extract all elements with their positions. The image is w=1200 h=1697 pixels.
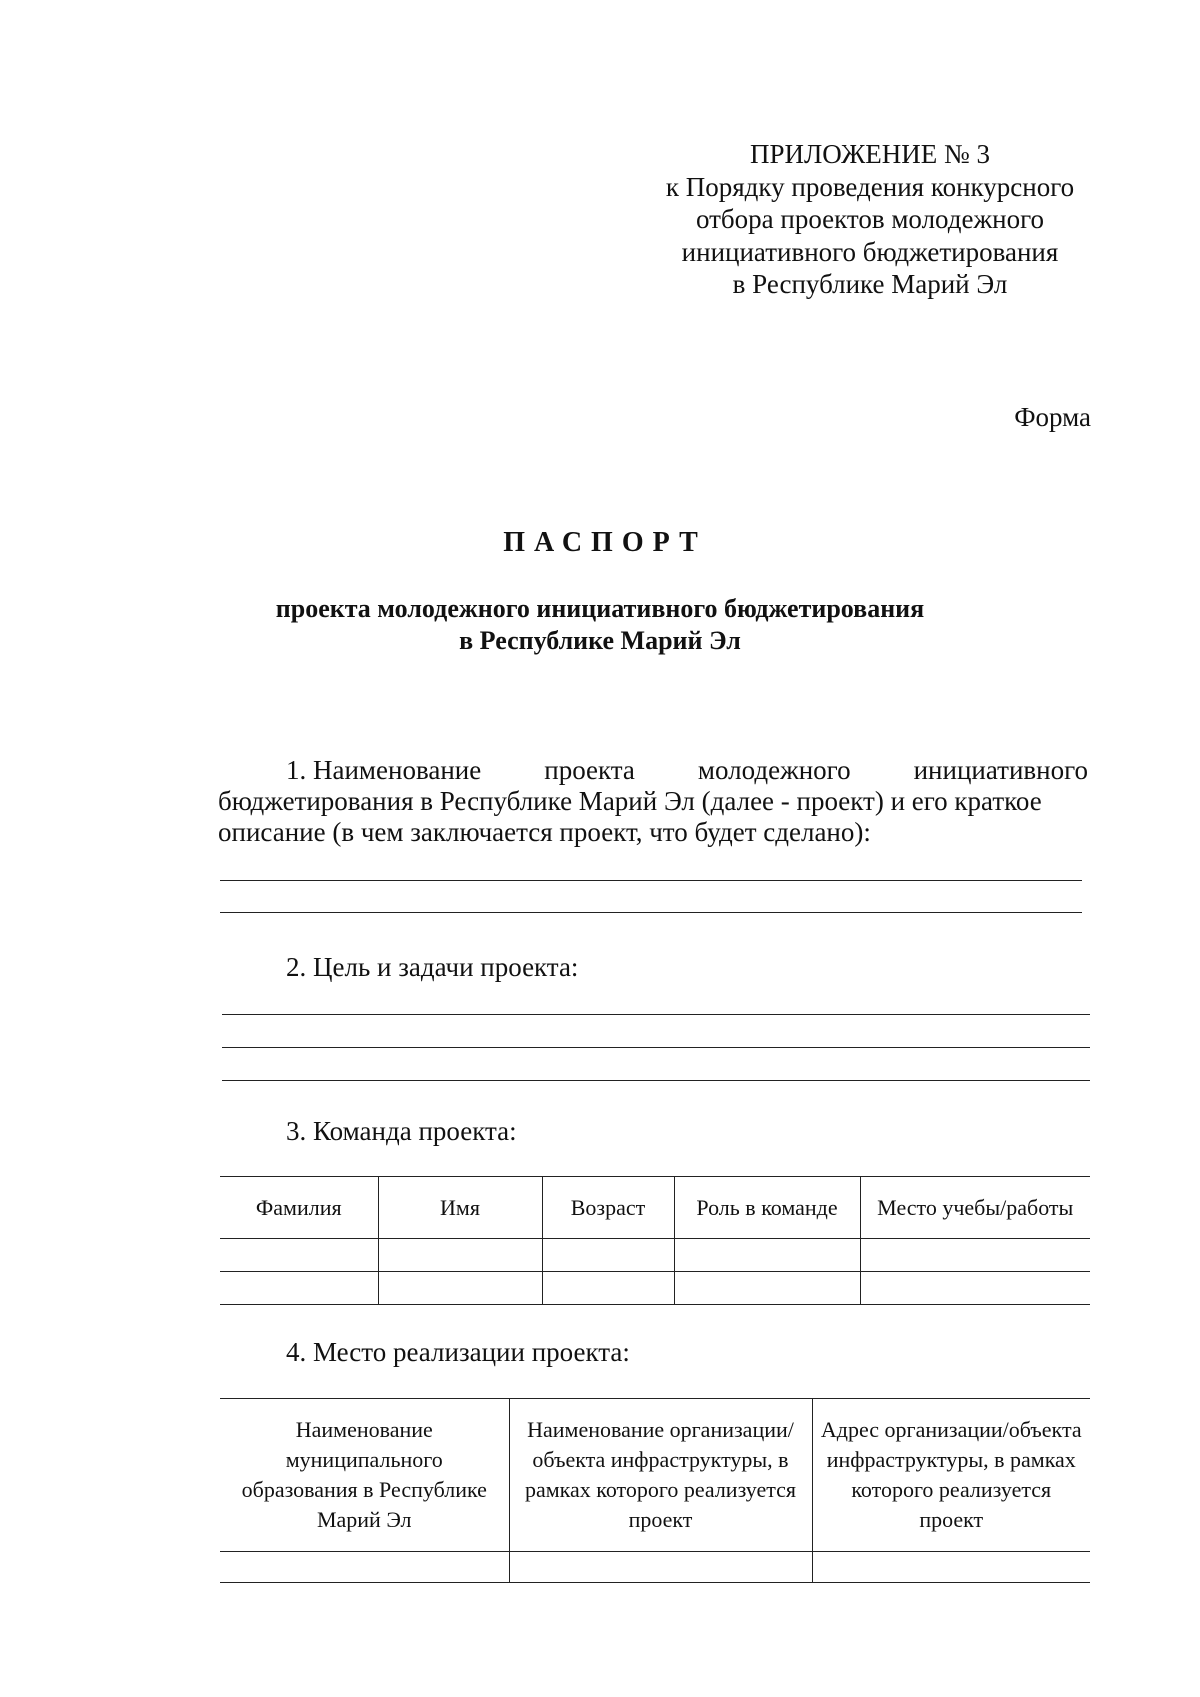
appendix-block (640, 138, 1100, 301)
section-1-first-line (218, 755, 1088, 786)
fill-in-line-2-3[interactable] (222, 1080, 1090, 1081)
fill-in-line-2-1[interactable] (222, 1014, 1090, 1015)
appendix-line: к Порядку проведения конкурсного (665, 171, 1075, 202)
table-cell[interactable] (542, 1239, 674, 1272)
table-row (220, 1272, 1090, 1305)
section-4-heading: 4. Место реализации проекта: (286, 1337, 630, 1367)
word: молодежного (697, 755, 851, 785)
section-1-text (218, 755, 1088, 848)
table-cell[interactable] (860, 1272, 1090, 1305)
appendix-line: отбора проектов молодежного (695, 204, 1045, 234)
word: проекта (544, 755, 635, 785)
form-label: Форма (1014, 402, 1091, 432)
table-cell[interactable] (509, 1552, 812, 1583)
subtitle-line: проекта молодежного инициативного бюджетирования (275, 594, 925, 623)
fill-in-line-2-2[interactable] (222, 1047, 1090, 1048)
appendix-line: инициативного бюджетирования (681, 236, 1059, 267)
section-1-line: бюджетирования в Республике Марий Эл (далее - проект) и его краткое (218, 786, 1042, 816)
page-title: ПАСПОРТ (503, 527, 707, 558)
table-cell[interactable] (674, 1239, 860, 1272)
section-3-heading: 3. Команда проекта: (286, 1116, 517, 1146)
table-cell[interactable] (220, 1239, 378, 1272)
table-row (220, 1239, 1090, 1272)
table-cell[interactable] (220, 1552, 509, 1583)
page-subtitle (0, 593, 1200, 657)
column-header-address: Адрес организации/объекта инфраструктуры, в рамках которого реализуется проект (812, 1399, 1090, 1552)
team-table (220, 1176, 1090, 1305)
section-1-line: описание (в чем заключается проект, что будет сделано): (218, 817, 871, 847)
team-table-header (220, 1177, 1090, 1239)
subtitle-line: в Республике Марий Эл (459, 626, 741, 655)
column-header-role: Роль в команде (674, 1177, 860, 1239)
fill-in-line-1-1[interactable] (220, 880, 1082, 881)
word: 1. Наименование (286, 755, 482, 785)
column-header-municipality: Наименование муниципального образования в Республике Марий Эл (220, 1399, 509, 1552)
section-2-heading: 2. Цель и задачи проекта: (286, 952, 579, 982)
table-cell[interactable] (378, 1272, 542, 1305)
table-cell[interactable] (674, 1272, 860, 1305)
column-header-study-work: Место учебы/работы (860, 1177, 1090, 1239)
column-header-name: Имя (378, 1177, 542, 1239)
column-header-age: Возраст (542, 1177, 674, 1239)
table-cell[interactable] (378, 1239, 542, 1272)
table-cell[interactable] (220, 1272, 378, 1305)
location-table (220, 1398, 1090, 1583)
location-table-header (220, 1399, 1090, 1552)
appendix-number: ПРИЛОЖЕНИЕ № 3 (749, 139, 991, 169)
column-header-surname: Фамилия (220, 1177, 378, 1239)
table-cell[interactable] (542, 1272, 674, 1305)
column-header-organization: Наименование организации/объекта инфраструктуры, в рамках которого реализуется проект (509, 1399, 812, 1552)
word: инициативного (913, 755, 1088, 785)
table-cell[interactable] (860, 1239, 1090, 1272)
table-row (220, 1552, 1090, 1583)
fill-in-line-1-2[interactable] (220, 912, 1082, 913)
appendix-line: в Республике Марий Эл (732, 269, 1008, 299)
table-cell[interactable] (812, 1552, 1090, 1583)
